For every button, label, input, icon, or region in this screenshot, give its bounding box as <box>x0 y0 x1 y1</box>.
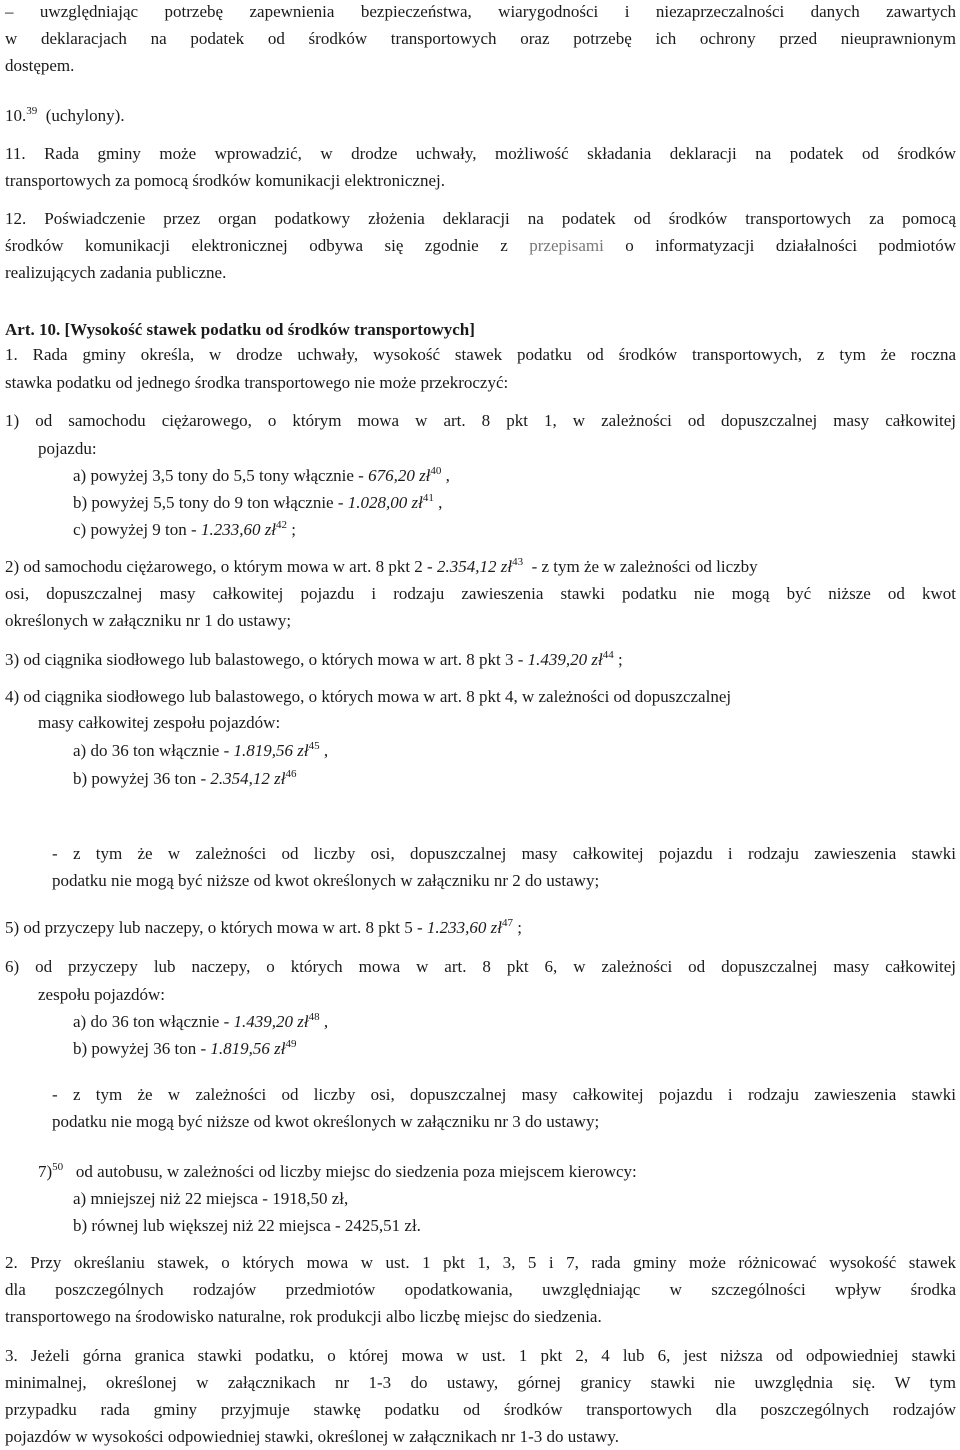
footnote-ref[interactable]: 50 <box>52 1161 64 1173</box>
text-line: masy całkowitej zespołu pojazdów: <box>38 713 281 732</box>
text-line: 12. Poświadczenie przez organ podatkowy złożenia deklaracji na podatek od środków transportowych za pomocą <box>5 209 956 228</box>
footnote-ref[interactable]: 45 <box>308 740 320 752</box>
list-item: 2) od samochodu ciężarowego, o którym mowa w art. 8 pkt 2 - 2.354,12 $zł^{43}$ - z tym że w zależności od liczby <box>5 556 758 576</box>
text-line: transportowego na środowisko naturalne, rok produkcji albo liczbę miejsc do siedzenia. <box>5 1307 602 1326</box>
sub-item: b) równej lub większej niż 22 miejsca - 2425,51 zł. <box>73 1216 421 1235</box>
footnote-ref[interactable]: 41 <box>422 492 434 504</box>
text-line: realizujących zadania publiczne. <box>5 263 227 282</box>
footnote-ref[interactable]: 39 <box>26 105 38 117</box>
text-line: 11. Rada gminy może wprowadzić, w drodze uchwały, możliwość składania deklaracji na podatek od środków <box>5 144 956 163</box>
text-line: osi, dopuszczalnej masy całkowitej pojazdu i rodzaju zawieszenia stawki podatku nie mogą być niższe od kwot <box>5 584 956 603</box>
sub-item: a) powyżej 3,5 tony do 5,5 tony włącznie - 676,20 $zł^{40}$ , <box>73 465 450 485</box>
sub-item: a) do 36 ton włącznie - 1.439,20 $zł^{48}$ , <box>73 1011 329 1031</box>
text-line: pojazdu: <box>38 439 97 458</box>
text-line: dostępem. <box>5 56 75 75</box>
text-line: 2. Przy określaniu stawek, o których mowa w ust. 1 pkt 1, 3, 5 i 7, rada gminy może różnicować wysokość stawek <box>5 1253 956 1272</box>
text-line: podatku nie mogą być niższe od kwot określonych w załączniku nr 3 do ustawy; <box>52 1112 600 1131</box>
paragraph-10: 10.39 (uchylony). <box>5 105 125 125</box>
text-line: - z tym że w zależności od liczby osi, dopuszczalnej masy całkowitej pojazdu i rodzaju zawieszenia stawki <box>52 844 956 863</box>
text-line: – uwzględniając potrzebę zapewnienia bezpieczeństwa, wiarygodności i niezaprzeczalności danych zawartych <box>5 2 956 21</box>
text-line: 1. Rada gminy określa, w drodze uchwały, wysokość stawek podatku od środków transportowych, z tym że roczna <box>5 345 956 364</box>
list-item: 7)$^{50}$ od autobusu, w zależności od liczby miejsc do siedzenia poza miejscem kierowcy: <box>38 1161 637 1181</box>
list-item: 5) od przyczepy lub naczepy, o których mowa w art. 8 pkt 5 - 1.233,60 $zł^{47}$ ; <box>5 917 522 937</box>
footnote-ref[interactable]: 40 <box>430 465 442 477</box>
sub-item: b) powyżej 5,5 tony do 9 ton włącznie - 1.028,00 $zł^{41}$ , <box>73 492 443 512</box>
footnote-ref[interactable]: 43 <box>512 556 524 568</box>
text-line: podatku nie mogą być niższe od kwot określonych w załączniku nr 2 do ustawy; <box>52 871 600 890</box>
text-line: w deklaracjach na podatek od środków transportowych oraz potrzebę ich ochrony przed nieuprawnionym <box>5 29 956 48</box>
footnote-ref[interactable]: 44 <box>602 649 614 661</box>
sub-item: a) mniejszej niż 22 miejsca - 1918,50 zł, <box>73 1189 349 1208</box>
footnote-ref[interactable]: 49 <box>285 1038 297 1050</box>
text-line: transportowych za pomocą środków komunikacji elektronicznej. <box>5 171 445 190</box>
text-line-with-link: środków komunikacji elektronicznej odbywa się zgodnie z przepisami o informatyzacji działalności podmiotów <box>5 236 956 255</box>
sub-item: b) powyżej 36 ton - 1.819,56 $zł^{49}$ <box>73 1038 297 1058</box>
sub-item: c) powyżej 9 ton - 1.233,60 $zł^{42}$ ; <box>73 519 297 539</box>
text-line: przypadku rada gminy przyjmuje stawkę podatku od środków transportowych dla poszczególnych rodzajów <box>5 1400 956 1419</box>
text-line: stawka podatku od jednego środka transportowego nie może przekroczyć: <box>5 373 509 392</box>
text-line: zespołu pojazdów: <box>38 985 165 1004</box>
text-line: minimalnej, określonej w załącznikach nr 1-3 do ustawy, górnej granicy stawki nie uwzględnia się. W tym <box>5 1373 956 1392</box>
list-item: 4) od ciągnika siodłowego lub balastowego, o których mowa w art. 8 pkt 4, w zależności od dopuszczalnej <box>5 687 732 706</box>
text-line: określonych w załączniku nr 1 do ustawy; <box>5 611 292 630</box>
footnote-ref[interactable]: 42 <box>276 519 288 531</box>
text-line: 3. Jeżeli górna granica stawki podatku, o której mowa w ust. 1 pkt 2, 4 lub 6, jest niższa od odpowiedniej stawki <box>5 1346 956 1365</box>
list-item: 1) od samochodu ciężarowego, o którym mowa w art. 8 pkt 1, w zależności od dopuszczalnej masy całkowitej <box>5 411 956 430</box>
text-line: pojazdów w wysokości odpowiedniej stawki, określonej w załącznikach nr 1-3 do ustawy. <box>5 1427 620 1446</box>
sub-item: b) powyżej 36 ton - 2.354,12 $zł^{46}$ <box>73 768 297 788</box>
sub-item: a) do 36 ton włącznie - 1.819,56 $zł^{45}$ , <box>73 740 329 760</box>
list-item: 3) od ciągnika siodłowego lub balastowego, o których mowa w art. 8 pkt 3 - 1.439,20 $zł^{44}$ ; <box>5 649 623 669</box>
list-item: 6) od przyczepy lub naczepy, o których mowa w art. 8 pkt 6, w zależności od dopuszczalnej masy całkowitej <box>5 957 956 976</box>
article-heading: Art. 10. [Wysokość stawek podatku od środków transportowych] <box>5 320 475 339</box>
przepisami-link[interactable]: przepisami <box>529 236 604 255</box>
text-line: - z tym że w zależności od liczby osi, dopuszczalnej masy całkowitej pojazdu i rodzaju zawieszenia stawki <box>52 1085 956 1104</box>
footnote-ref[interactable]: 48 <box>308 1011 320 1023</box>
footnote-ref[interactable]: 46 <box>285 768 297 780</box>
text-line: dla poszczególnych rodzajów przedmiotów opodatkowania, uwzględniając w szczególności wpływ środka <box>5 1280 956 1299</box>
footnote-ref[interactable]: 47 <box>501 917 513 929</box>
